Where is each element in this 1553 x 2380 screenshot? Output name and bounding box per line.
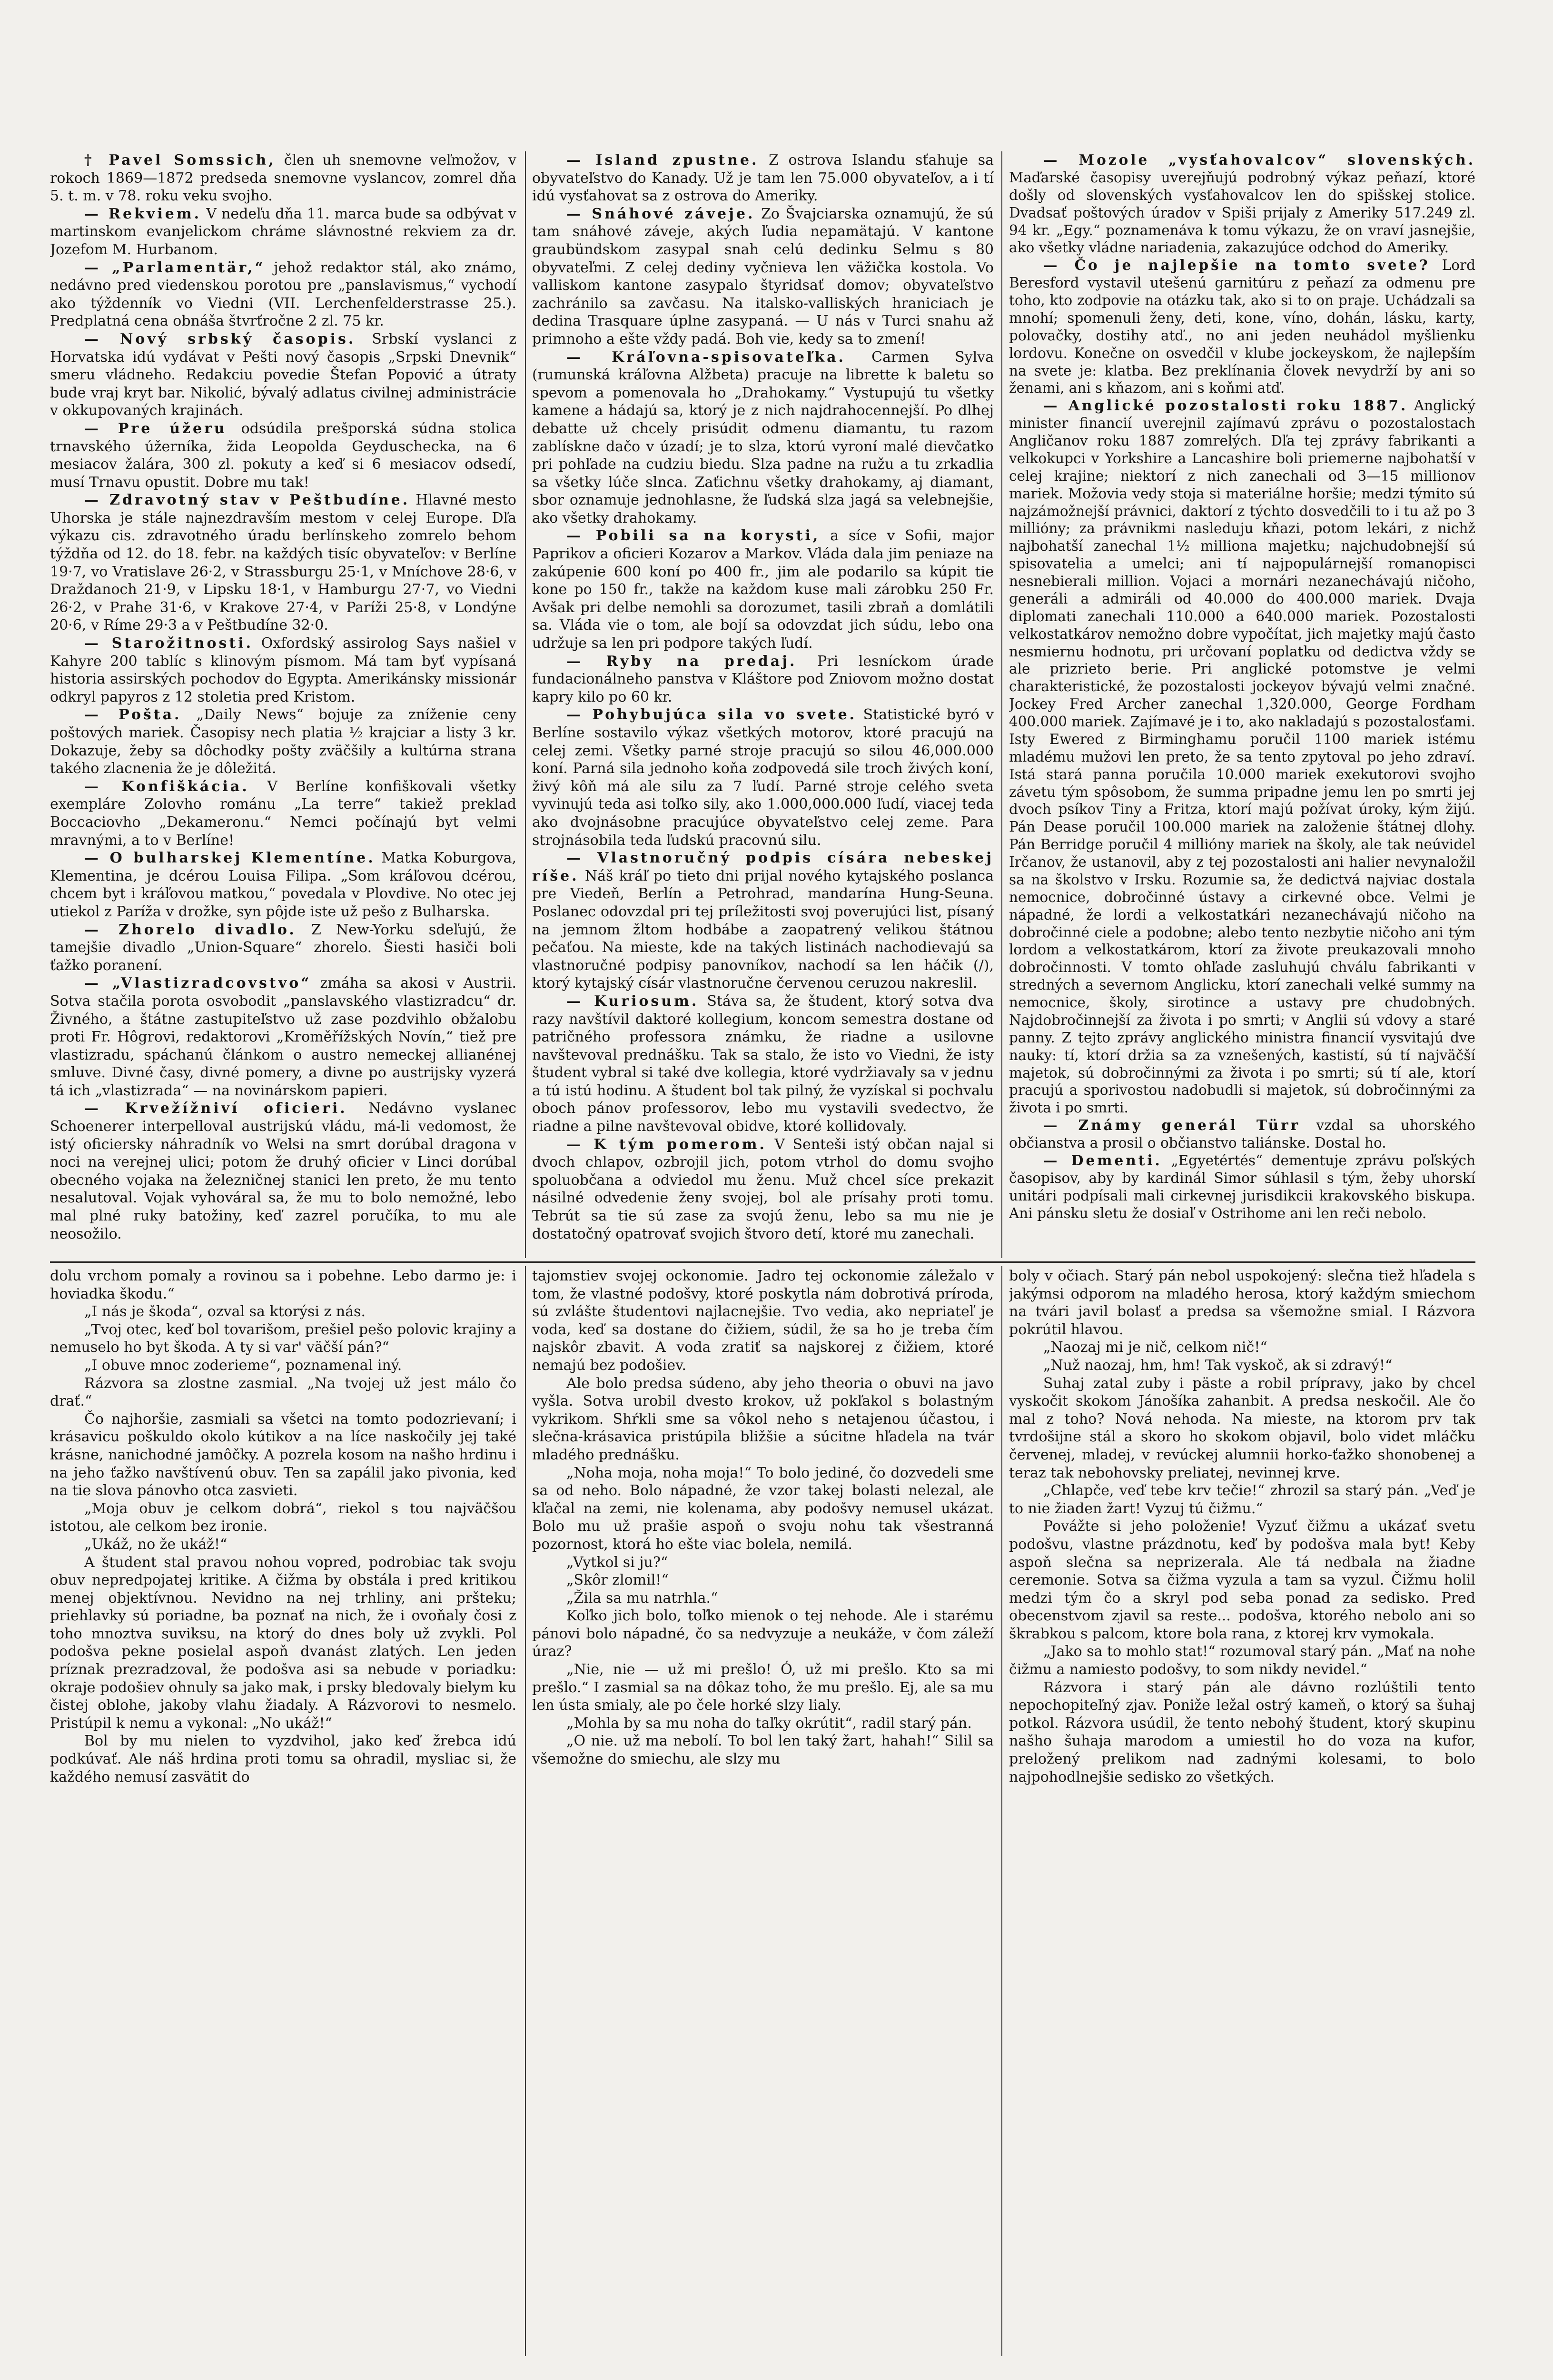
- news-item: [50, 974, 516, 1100]
- news-item-text: „Daily News“ bojuje za zníženie ceny poštových mariek. Časopisy nech platia ½ krajciar a listy 3 kr. Dokazuje, žeby sa dôchodky pošty zväčšily a kultúrna strana takého zlacnenia že je dôležitá.: [50, 706, 516, 777]
- news-item-text: „Egyetértés“ dementuje zprávu poľských časopisov, aby by kardinál Simor súhlasil s tým, žeby uhorskí unitári podpísali mali cirkevnej jurisdikcii krakovského biskupa. Ani pánsku sletu že dosiaľ v Ostrihome ani len reči nebolo.: [1009, 1152, 1475, 1221]
- news-item-heading: — Pre úžeru: [84, 420, 227, 437]
- news-item-heading: — K tým pomerom.: [566, 1136, 767, 1153]
- column-rule: [1001, 1266, 1002, 2356]
- bottom-column-2: [532, 1267, 994, 2357]
- news-item-heading: — O bulharskej Klementíne.: [84, 850, 376, 867]
- news-item-text: zmáha sa akosi v Austrii. Sotva stačila porota osvobodit „panslavského vlastizradcu“ dr. Živného, a štátne zastupiteľstvo už zase pozdvihlo obžalobu proti Fr. Hôgrovi, redaktorovi „Kroměřížských Novín,“ tiež pre vlastizradu, spáchanú článkom o austro nemeckej allianénej smluve. Divné časy, divné pomery, a divne po austrijsky vyzerá tá ich „vlastizrada“ — na novinárskom papieri.: [50, 975, 516, 1099]
- news-item-heading: — Rekviem.: [84, 205, 202, 222]
- news-item-text: člen uh snemovne veľmožov, v rokoch 1869—1872 predseda snemovne vyslancov, zomrel dňa 5. t. m. v 78. roku veku svojho.: [50, 152, 516, 205]
- news-item-text: Zo Švajciarska oznamujú, že sú tam snáhové záveje, akých ľudia nepamätajú. V kantone graubündskom zasypal snah celú dedinku Selmu s 80 obyvateľmi. Z celej dediny vyčnieva len väžička kostola. Vo valliskom kantone zasypalo štyridsať domov; obyvateľstvo zachránilo sa zavčasu. Na italsko-valliských hraniciach je dedina Trasquare úplne zasypaná. — U nás v Turci snahu až primnoho a ešte vždy padá. Boh vie, kedy sa to zmení!: [532, 205, 994, 347]
- column-rule: [525, 1266, 526, 2356]
- news-item-heading: — Kráľovna-spisovateľka.: [566, 348, 846, 366]
- story-paragraph: Rázvora i starý pán ale dávno rozlúštili tento nepochopiteľný zjav. Poniže ležal ostrý kameň, o ktorý sa šuhaj potkol. Rázvora usúdil, že tento nebohý študent, ktorý skupinu našho šuhaja marodom a umiestil ho do voza na kufor, preložený prelikom nad zadnými kolesami, to bolo najpohodlnejšie sedisko zo všetkých.: [1009, 1679, 1475, 1785]
- news-item-heading: — Mozole „vysťahovalcov“ slovenských.: [1043, 151, 1475, 168]
- news-item-heading: — Konfiškácia.: [84, 778, 249, 795]
- story-paragraph: Bol by mu nielen to vyzdvihol, jako keď žrebca idú podkúvať. Ale náš hrdina proti tomu sa ohradil, mysliac si, že každého nemusí zasvätit do: [50, 1733, 516, 1785]
- news-item-text: vzdal sa uhorského občianstva a prosil o občianstvo taliánske. Dostal ho.: [1009, 1117, 1475, 1151]
- news-item-heading: — Kuriosum.: [566, 992, 699, 1010]
- news-item: [1009, 257, 1475, 397]
- news-item-heading: — Snáhové záveje.: [566, 205, 755, 222]
- story-paragraph: „Moja obuv je celkom dobrá“, riekol s tou najväčšou istotou, ale celkom bez ironie.: [50, 1500, 516, 1535]
- story-paragraph: „Žila sa mu natrhla.“: [566, 1589, 718, 1606]
- news-item: [1009, 1117, 1475, 1152]
- news-item-heading: † Pavel Somssich,: [84, 152, 276, 169]
- news-item-text: Lord Beresford vystavil utešenú garnitúru z peňazí za odmenu pre toho, kto zodpovie na otázku tak, ako si to on praje. Uchádzali sa mnohí; spomenuli ženy, deti, kone, víno, dohán, lásku, karty, polovačky, dostihy atď., no ani jeden neuhádol myšlienku lordovu. Konečne on osvedčil v klube jockeyskom, že najlepším na svete je: klatba. Bez preklínania človek nevydrží by ani so ženami, ani s kňazom, ani s koňmi atď.: [1009, 257, 1475, 397]
- story-paragraph: „Nie, nie — už mi prešlo! Ó, už mi prešlo. Kto sa mi prešlo.“ I zasmial sa na dôkaz toho, že mu prešlo. Ej, ale sa mu len ústa smialy, ale po čele horké slzy lialy.: [532, 1661, 994, 1714]
- news-item-text: Náš kráľ po tieto dni prijal nového kytajského poslanca pre Viedeň, Berlín a Petrohrad, mandarína Hung-Seuna. Poslanec odovzdal pri tej príležitosti svoj poverujúci list, písaný na jemnom žltom hodbábe a zaopatrený velikou štátnou pečaťou. Na mieste, kde na takých listinách nachodievajú sa vlastnoručné podpisy panovníkov, nachodí sa len háčik (/), ktorý kytajský císár vlastnoručne červenou ceruzou nakreslil.: [532, 867, 994, 992]
- news-item: [532, 992, 994, 1136]
- news-item-text: V nedeľu dňa 11. marca bude sa odbývat v martinskom evanjelickom chráme slávnostné rekviem za dr. Jozefom M. Hurbanom.: [50, 205, 516, 258]
- story-paragraph: „Vytkol si ju?“: [566, 1554, 668, 1571]
- news-item: [50, 420, 516, 491]
- news-item-text: a síce v Sofii, major Paprikov a oficieri Kozarov a Markov. Vláda dala jim peniaze na zakúpenie 600 koní po 400 fr., jim ale podarilo sa kúpit tie kone po 150 fr., takže na každom kuse mali zárobku 250 Fr. Avšak pri delbe nemohli sa dorozumet, tasili zbraň a domlátili sa. Vláda vie o tom, ale bojí sa odovzdat jich súdu, lebo ona udržuje sa len pri podpore takých ľudí.: [532, 527, 994, 652]
- news-item: [532, 653, 994, 706]
- news-item-text: Nedávno vyslanec Schoenerer interpelloval austrijskú vládu, má-li vedomost, že istý oficiersky náhradník vo Welsi na smrt dorúbal dragona v noci na verejnej ulici; potom že druhý oficier v Linci dorúbal obecného vojaka na železničnej stanici len preto, že mu tento nesalutoval. Vojak vyhováral sa, že mu to bolo nemožné, lebo mal plné ruky batožiny, keď zazrel poručíka, to mu ale neosožilo.: [50, 1100, 516, 1242]
- news-item-heading: — Krvežížniví oficieri.: [84, 1100, 347, 1117]
- news-item: [50, 1100, 516, 1243]
- story-paragraph: Čo najhoršie, zasmiali sa všetci na tomto podozrievaní; i krásavicu poškuldo okolo kútikov a na líce naskočily jej také krásne, nanichodné jamôčky. A pozrela kosom na našho hrdinu i na jeho ťažko navštívenú obuv. Ten sa zapálil jako pivonia, keď na tie slova pánovho otca zasvieti.: [50, 1410, 516, 1499]
- news-item: [532, 151, 994, 205]
- news-item-heading: — „Parlamentär,“: [84, 259, 266, 276]
- news-item: [50, 849, 516, 921]
- news-item: [50, 259, 516, 330]
- story-paragraph: „Chlapče, veď tebe krv tečie!“ zhrozil sa starý pán. „Veď je to nie žiaden žart! Vyzuj tú čižmu.“: [1009, 1482, 1475, 1517]
- column-rule: [1001, 151, 1002, 1258]
- news-item-heading: — Pobili sa na korysti,: [566, 527, 821, 545]
- story-paragraph: „O nie. už ma nebolí. To bol len taký žart, hahah!“ Silil sa všemožne do smiechu, ale slzy mu: [532, 1733, 994, 1768]
- news-item-text: Pri lesníckom úrade fundacionálneho panstva v Kláštore pod Zniovom možno dostat kapry kilo po 60 kr.: [532, 653, 994, 705]
- bottom-column-1: [50, 1267, 516, 2357]
- news-item: [50, 706, 516, 777]
- story-paragraph: „Skôr zlomil!“: [566, 1572, 669, 1589]
- news-item-text: Oxfordský assirolog Says našiel v Kahyre 200 tablíc s klinovým písmom. Má tam byť vypísaná historia assirských pochodov do Egypta. Amerikánsky missionár odkryl papyros z 12 stoletia pred Kristom.: [50, 635, 516, 705]
- news-item: [50, 778, 516, 849]
- news-item-heading: — Známy generál Türr: [1043, 1117, 1301, 1134]
- news-item-text: jehož redaktor stál, ako známo, nedávno pred viedenskou porotou pre „panslavismus,“ vychodí ako týždenník vo Viedni (VII. Lerchenfelderstrasse 25.). Predplatná cena obnáša štvrťročne 2 zl. 75 kr.: [50, 259, 516, 330]
- news-item-text: Carmen Sylva (rumunská kráľovna Alžbeta) pracuje na librette k baletu so spevom a pomenovala ho „Drahokamy.“ Vystupujú tu všetky kamene a hádajú sa, ktorý je z nich najdrahocennejší. Po dlhej debatte už chcely prisúdit odmenu diamantu, tu razom zablískne dačo v úzadí; je to slza, ktorú vyroní malé dievčatko pri pohľade na cudziu biedu. Slza padne na ružu a tu zrkadlia sa všetky lúče slnca. Zaťichnu všetky drahokamy, aj diamant, sbor oznamuje jednohlasne, že ľudská slza jagá sa velebnejšie, ako všetky drahokamy.: [532, 348, 994, 526]
- section-divider: [50, 1261, 1475, 1263]
- news-item-heading: — Vlastnoručný podpis císára nebeskej ríše.: [532, 850, 994, 884]
- news-item: [1009, 397, 1475, 1117]
- story-paragraph: dolu vrchom pomaly a rovinou sa i pobehne. Lebo darmo je: i hoviadka škodu.“: [50, 1268, 516, 1302]
- story-paragraph: „Naozaj mi je nič, celkom nič!“: [1043, 1339, 1267, 1356]
- story-paragraph: „I obuve mnoc zoderieme“, poznamenal iný.: [84, 1357, 402, 1374]
- news-item-text: Z ostrova Islandu sťahuje sa obyvateľstvo do Kanady. Už je tam len 75.000 obyvateľov, a i tí idú vysťahovat sa z ostrova do Ameriky.: [532, 152, 994, 205]
- news-item-text: V Berlíne konfiškovali všetky exempláre Zolovho románu „La terre“ takiež preklad Boccaciovho „Dekameronu.“ Nemci počínajú byt velmi mravnými, a to v Berlíne!: [50, 778, 516, 849]
- news-item: [532, 1136, 994, 1243]
- story-paragraph: „I nás je škoda“, ozval sa ktorýsi z nás.: [84, 1303, 366, 1320]
- news-item: [532, 706, 994, 849]
- story-paragraph: Ale bolo predsa súdeno, aby jeho theoria o obuvi na javo vyšla. Sotva urobil dvesto krokov, už pokľakol s bolastným vykrikom. Shŕkli sme sa vôkol neho s netajenou účastou, i slečna-krásavica pristúpila bližšie a súcitne hľadela na tvár mladého prednášku.: [532, 1375, 994, 1463]
- news-item-text: V Senteši istý občan najal si dvoch chlapov, ozbrojil jich, potom vtrhol do domu svojho spoluobčana a odviedol mu ženu. Muž chcel síce prekazit násilné odvedenie ženy svojej, bol ale prísahy proti tomu. Tebrút sa tie sú zase za svojú ženu, lebo sa mu nie je dostatočný opatrovať svojich štvoro detí, ktoré mu zanechali.: [532, 1136, 994, 1242]
- news-item: [50, 491, 516, 635]
- news-item: [50, 205, 516, 259]
- news-item-heading: — Zhorelo divadlo.: [84, 921, 297, 938]
- news-item-text: odsúdila prešporská súdna stolica trnavského úžerníka, žida Leopolda Geyduschecka, na 6 mesiacov žalára, 300 zl. pokuty a keď si 6 mesiacov odsedí, musí Trnavu opustit. Dobre mu tak!: [50, 420, 516, 491]
- story-paragraph: „Jako sa to mohlo stat!“ rozumoval starý pán. „Mať na nohe čižmu a namiesto podošvy, to som nikdy nevidel.“: [1009, 1643, 1475, 1678]
- top-column-3: [1009, 151, 1475, 1258]
- story-paragraph: boly v očiach. Starý pán nebol uspokojený: slečna tiež hľadela s jakýmsi odporom na mladého herosa, ktorý každým smiechom na tvári javil bolasť a predsa sa všemožne smial. I Rázvora pokrútil hlavou.: [1009, 1268, 1475, 1338]
- story-paragraph: Koľko jich bolo, toľko mienok o tej nehode. Ale i starému pánovi bolo nápadné, čo sa nedvyzuje a neukáže, v čom záleží úraz?: [532, 1607, 994, 1660]
- news-item-text: Srbskí vyslanci z Horvatska idú vydávat v Pešti nový časopis „Srpski Dnevnik“ smeru vládneho. Redakciu povedie Štefan Popović a útraty bude vraj kryt bar. Nikolić, bývalý adlatus civilnej administrácie v okkupovaných krajinách.: [50, 330, 516, 419]
- news-item-text: Z New-Yorku sdeľujú, že tamejšie divadlo „Union-Square“ zhorelo. Šiesti hasiči boli ťažko poranení.: [50, 921, 516, 974]
- top-column-1: [50, 151, 516, 1258]
- story-paragraph: Povážte si jeho položenie! Vyzuť čižmu a ukázať svetu podošvu, vlastne prázdnotu, keď by podošva mala byt! Keby aspoň slečna sa neprizerala. Ale tá nedbala na žiadne ceremonie. Sotva sa čižma vyzula a tam sa vyzul. Čižmu holil medzi tým čo a skryl pod seba ponad za sedisko. Pred obecenstvom zjavil sa reste... podošva, ktorého nebolo ani so škrabkou s palcom, ktore bola rana, z ktorej krv vymokala.: [1009, 1518, 1475, 1642]
- story-paragraph: „Tvoj otec, keď bol tovarišom, prešiel pešo polovic krajiny a nemuselo ho byt škoda. A ty si var' väčší pán?“: [50, 1321, 516, 1356]
- news-item-text: Matka Koburgova, Klementina, je dcérou Louisa Filipa. „Som kráľovou dcérou, chcem byt i kráľovou matkou,“ povedala v Plovdive. No otec jej utiekol z Paríža v drožke, syn pôjde iste už pešo z Bulharska.: [50, 850, 516, 920]
- news-item: [50, 330, 516, 420]
- story-paragraph: „Noha moja, noha moja!“ To bolo jediné, čo dozvedeli sme sa od neho. Bolo nápadné, že vzor takej bolasti nelezal, ale kľačal na zemi, nie kolenama, aby podošvy nemusel ukázat. Bolo mu už prašie aspoň o svoju nohu tak všestranná pozornost, ktorá ho ešte viac bolela, nemilá.: [532, 1464, 994, 1553]
- news-item-heading: — Starožitnosti.: [84, 635, 254, 652]
- news-item: [532, 205, 994, 348]
- news-item-heading: — Pošta.: [84, 706, 182, 724]
- column-rule: [525, 151, 526, 1258]
- story-paragraph: A študent stal pravou nohou vopred, podrobiac tak svoju obuv nepredpojatej kritike. A čižma by obstála i pred kritikou menej objektívnou. Nevidno na nej trhliny, ani pršteku; priehlavky sú poriadne, ba poznať na nich, že i ovoňaly čosi z toho mnoztva suviksu, na ktorý do dnes boly už zvykli. Pol podošva pekne posielal aspoň dvanást zlatých. Len jeden príznak prezradzoval, že podošva asi sa nebude v poriadku: okraje podošiev ohnuly sa jako mak, i prsky bledovaly bielym ku čistej oblohe, jakoby vlahu žiadaly. A Rázvorovi to nesmelo. Pristúpil k nemu a vykonal: „No ukáž!“: [50, 1554, 516, 1732]
- news-item-heading: — Zdravotný stav v Peštbudíne.: [84, 492, 410, 509]
- news-item: [50, 151, 516, 205]
- news-item: [532, 348, 994, 527]
- story-paragraph: „Ukáž, no že ukáž!“: [84, 1536, 228, 1553]
- news-item: [1009, 151, 1475, 257]
- story-paragraph: tajomstiev svojej ockonomie. Jadro tej ockonomie záležalo v tom, že vlastné podošvy, ktoré poskytla nám dobrotivá príroda, sú zvlášte študentovi najlacnejšie. Tvo vedia, ako nepriateľ je voda, keď sa dostane do čižiem, súdil, že sa ho je treba čím najskôr zbavit. A voda zratiť sa najskorej z čižiem, ktoré nemajú bez podošiev.: [532, 1268, 994, 1374]
- news-item-heading: — Anglické pozostalosti roku 1887.: [1043, 397, 1408, 414]
- news-item-text: Statistické byró v Berlíne sostavilo výkaz všetkých motorov, ktoré pracujú na celej zemi. Všetky parné stroje pracujú so silou 46,000.000 koní. Parná sila jednoho koňa zodpovedá sile troch živých koní, živý kôň má ale silu za 7 ľudí. Parné stroje celého sveta vyvinujú teda asi toľko sily, ako 1.000,000.000 ľudí, viacej teda ako dvojnásobne pracujúce obyvateľstvo celej zeme. Para strojnásobila teda ľudskú pracovnú silu.: [532, 706, 994, 849]
- news-item: [50, 921, 516, 975]
- news-item: [50, 635, 516, 706]
- news-item: [1009, 1152, 1475, 1222]
- news-item-text: Maďarské časopisy uverejňujú podrobný výkaz peňazí, ktoré došly od slovenských vysťahovalcov len do spišskej stolice. Dvadsať poštových úradov v Spiši prijaly z Ameriky 517.249 zl. 94 kr. „Egy.“ poznamenáva k tomu výkazu, že on vraví jasnejšie, ako všetky vládne nariadenia, zakazujúce odchod do Ameriky.: [1009, 169, 1475, 256]
- top-column-2: [532, 151, 994, 1258]
- news-item: [532, 849, 994, 992]
- news-item-heading: — Nový srbský časopis.: [84, 330, 356, 347]
- story-paragraph: „Mohla by sa mu noha do taľky okrútit“, radil starý pán.: [566, 1715, 972, 1732]
- news-item-heading: — Ryby na predaj.: [566, 653, 797, 670]
- news-item-text: Hlavné mesto Uhorska je stále najnezdravším mestom v celej Europe. Dľa výkazu cis. zdravotného úradu berlínskeho zomrelo behom týždňa od 12. do 18. febr. na každých tisíc obyvateľov: v Berlíne 19·7, vo Vratislave 26·2, v Strassburgu 25·1, v Mníchove 28·6, v Draždanoch 21·9, v Lipsku 18·1, v Hamburgu 27·7, vo Viedni 26·2, v Prahe 31·6, v Krakove 27·4, v Paríži 25·8, v Londýne 20·6, v Ríme 29·3 a v Peštbudíne 32·0.: [50, 492, 516, 634]
- news-item-heading: — Čo je najlepšie na tomto svete?: [1043, 257, 1430, 274]
- news-item-heading: — Island zpustne.: [566, 152, 759, 169]
- bottom-column-3: [1009, 1267, 1475, 2357]
- story-paragraph: Rázvora sa zlostne zasmial. „Na tvojej už jest málo čo drať.“: [50, 1375, 516, 1410]
- news-item-heading: — Dementi.: [1043, 1151, 1162, 1169]
- news-item: [532, 527, 994, 652]
- story-paragraph: Suhaj zatal zuby i päste a robil prípravy, jako by chcel vyskočit skokom Jánošíka zahanbit. A predsa neskočil. Ale čo mal z toho? Nová nehoda. Na mieste, na ktorom prv tak tvrdošijne stál a skoro ho skokom objavil, bolo videt mláčku červenej, mladej, v revúckej alumnii horko-ťažko shonobenej a teraz tak nebohovsky preliatej, nevinnej krve.: [1009, 1375, 1475, 1481]
- news-item-text: Stáva sa, že študent, ktorý sotva dva razy navštívil daktoré kollegium, koncom semestra dostane od patričného professora známku, že riadne a usilovne navštevoval prednášku. Tak sa stalo, že isto vo Viedni, že isty študent vybral si také dve kollegia, ktoré vydržiavaly sa v jednu a tú istú hodinu. A študent bol tak pilný, že vyzískal si pochvalu oboch pánov professorov, lebo mu vystavili svedectvo, že riadne a pilne navštevoval obidve, ktoré kollidovaly.: [532, 992, 994, 1135]
- news-item-heading: — Pohybujúca sila vo svete.: [566, 706, 857, 724]
- news-item-text: Anglický minister financií uverejnil zajímavú zprávu o pozostalostach Angličanov roku 1887 zomrelých. Dľa tej zprávy fabrikanti a velkokupci v Yorkshire a Lancashire boli priemerne najbohatší v celej krajine; niektorí z nich zanechali od 3—15 millionov mariek. Možovia vedy stoja si materiálne horšie; medzi týmito sú najzámožnejší právnici, daktorí z týchto dosvedčili to i tu až po 3 millióny; za právnikmi nasleduju kňazi, potom lekári, z nichž najbohatší zanechal 1½ milliona majetku; najchudobnejší sú spisovatelia a umelci; ani tí najpopulárnejší romanopisci nesnebierali million. Vojaci a mornári nezanechávajú ničoho, generáli a admiráli od 40.000 do 400.000 mariek. Dvaja diplomati zanechali 110.000 a 640.000 mariek. Pozostalosti velkostatkárov nemožno dobre vypočítat, jich majetky majú často nesmiernu hodnotu, pri určovaní poplatku od dedictva vždy se ale prizrieto berie. Pri anglické potomstve je velmi charakteristické, že pozostalosti jockeyov bývajú velmi značné. Jockey Fred Archer zanechal 1,320.000, George Fordham 400.000 mariek. Zajímavé je i to, ako nakladajú s pozostalosťami. Isty Ewered z Birminghamu poručil 1100 mariek istému mladému mužovi len preto, že sa tento zpytoval po jeho zdraví. Istá stará panna poručila 10.000 mariek exekutorovi svojho závetu tým spôsobom, že summa pripadne jemu len po smrti jej dvoch psíkov Tiny a Fritza, ktorí majú požívat úroky, kým žijú. Pán Dease poručil 100.000 mariek na založenie štátnej dlohy. Pán Berridge poručil 4 millióny mariek na školy, ale tak neúvidel Irčanov, že ustanovil, aby z tej pozostalosti ani halier nevynaložil sa na školstvo v Irsku. Rozumie sa, že dedictvá najviac dostala nemocnice, dobročinné ústavy a cirkevné obce. Velmi je nápadné, že lordi a velkostatkári nezanechávajú ničoho na dobročinné ciele a podobne; alebo tento nezbytie ničoho ani tým lordom a velkostatkárom, ktorí za živote preukazovali mnoho dobročinnosti. V tomto ohľade zasluhujú chválu fabrikanti v stredných a severnom Anglicku, ktorí zanechali velké summy na nemocnice, školy, sirotince a ustavy pre chudobných. Najdobročinnejší za života i po smrti; v Anglii sú vdovy a staré panny. Z tejto zprávy anglického ministra financií vysvitajú dve nauky: tí, ktorí držia sa za vznešených, kastistí, sú tí najväčší majetok, sú dobročinnými za života i po smrti; sú tí ale, ktorí pracujú a sporivostou nadobudli si majetok, sú dobročinnými za života i po smrti.: [1009, 397, 1475, 1116]
- story-paragraph: „Nuž naozaj, hm, hm! Tak vyskoč, ak si zdravý!“: [1043, 1357, 1393, 1374]
- news-item-heading: — „Vlastizradcovstvo“: [84, 975, 312, 992]
